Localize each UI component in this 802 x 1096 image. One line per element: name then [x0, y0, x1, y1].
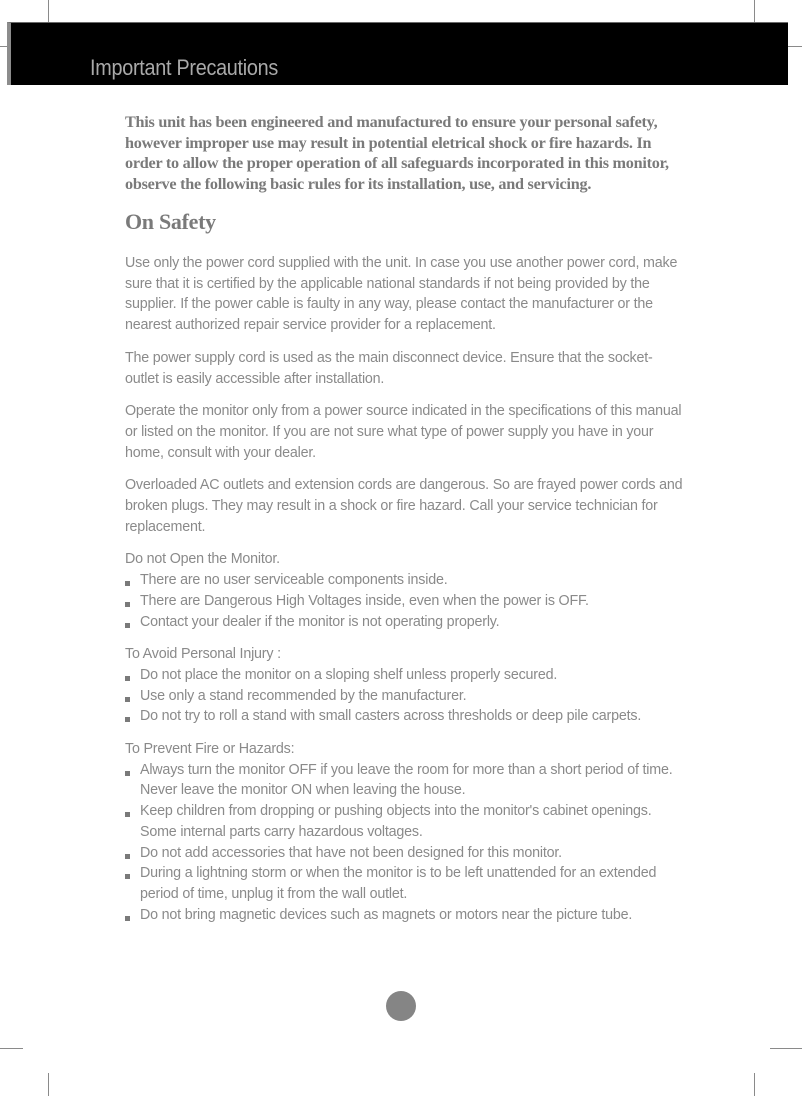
group-label: To Prevent Fire or Hazards: [125, 741, 295, 758]
list-item [125, 863, 685, 904]
square-bullet-icon [125, 812, 130, 817]
group-label: Do not Open the Monitor. [125, 551, 280, 568]
list-item-text: Do not place the monitor on a sloping shelf unless properly secured. [140, 666, 558, 683]
list-item-text: Do not try to roll a stand with small casters across thresholds or deep pile carpets. [140, 708, 642, 725]
crop-mark-right-upper [788, 46, 802, 47]
crop-mark-right-lower [770, 1048, 802, 1049]
paragraph: Operate the monitor only from a power source indicated in the specifications of this manual or listed on the monitor. If you are not sure what type of power supply you have in your home, consult with your dealer. [125, 403, 682, 461]
square-bullet-icon [125, 581, 130, 586]
bullet-list [125, 570, 685, 632]
page-number-dot [386, 991, 416, 1021]
document-body [125, 112, 685, 925]
square-bullet-icon [125, 676, 130, 681]
intro-paragraph: This unit has been engineered and manufactured to ensure your personal safety, however improper use may result in potential eletrical shock or fire hazards. In order to allow the proper operation of all safeguards incorporated in this monitor, observe the following basic rules for its installation, use, and servicing. [125, 113, 669, 193]
square-bullet-icon [125, 771, 130, 776]
list-item [125, 843, 685, 864]
square-bullet-icon [125, 602, 130, 607]
crop-mark-bottom-left [48, 1073, 49, 1096]
list-item-text: Always turn the monitor OFF if you leave the room for more than a short period of time. Never leave the monitor ON when leaving the house. [140, 761, 673, 799]
list-item-text: There are no user serviceable components inside. [140, 572, 448, 589]
list-item [125, 801, 685, 842]
crop-mark-left-lower [0, 1048, 23, 1049]
list-item [125, 686, 685, 707]
paragraph: Overloaded AC outlets and extension cords are dangerous. So are frayed power cords and broken plugs. They may result in a shock or fire hazard. Call your service technician for replacement. [125, 477, 683, 535]
square-bullet-icon [125, 623, 130, 628]
list-item-text: Do not bring magnetic devices such as magnets or motors near the picture tube. [140, 906, 633, 923]
bullet-list [125, 760, 685, 926]
paragraph: Use only the power cord supplied with the unit. In case you use another power cord, make sure that it is certified by the applicable national standards if not being provided by the supplier. If the power cable is faulty in any way, please contact the manufacturer or the nearest authorized repair service provider for a replacement. [125, 255, 678, 334]
square-bullet-icon [125, 717, 130, 722]
list-item [125, 905, 685, 926]
list-item-text: Keep children from dropping or pushing objects into the monitor's cabinet openings. Some internal parts carry hazardous voltages. [140, 803, 652, 840]
list-item [125, 665, 685, 686]
list-item-text: There are Dangerous High Voltages inside, even when the power is OFF. [140, 592, 589, 609]
list-item-text: Use only a stand recommended by the manufacturer. [140, 687, 467, 704]
group-label: To Avoid Personal Injury : [125, 646, 281, 663]
square-bullet-icon [125, 916, 130, 921]
list-item [125, 706, 685, 727]
square-bullet-icon [125, 697, 130, 702]
header-bar [7, 22, 788, 85]
list-item [125, 760, 685, 801]
bullet-list [125, 665, 685, 727]
section-heading: On Safety [125, 209, 216, 234]
list-item-text: Do not add accessories that have not been designed for this monitor. [140, 844, 562, 861]
list-item [125, 591, 685, 612]
crop-mark-left-upper [0, 46, 7, 47]
list-item [125, 570, 685, 591]
paragraph: The power supply cord is used as the main disconnect device. Ensure that the socket-outlet is easily accessible after installation. [125, 349, 653, 387]
page-title: Important Precautions [90, 55, 279, 80]
list-item-text: During a lightning storm or when the monitor is to be left unattended for an extended period of time, unplug it from the wall outlet. [140, 865, 657, 902]
crop-mark-bottom-right [754, 1073, 755, 1096]
crop-mark-top-right [754, 0, 755, 22]
square-bullet-icon [125, 854, 130, 859]
list-item [125, 612, 685, 633]
crop-mark-top-left [48, 0, 49, 22]
list-item-text: Contact your dealer if the monitor is not operating properly. [140, 613, 500, 630]
square-bullet-icon [125, 874, 130, 879]
